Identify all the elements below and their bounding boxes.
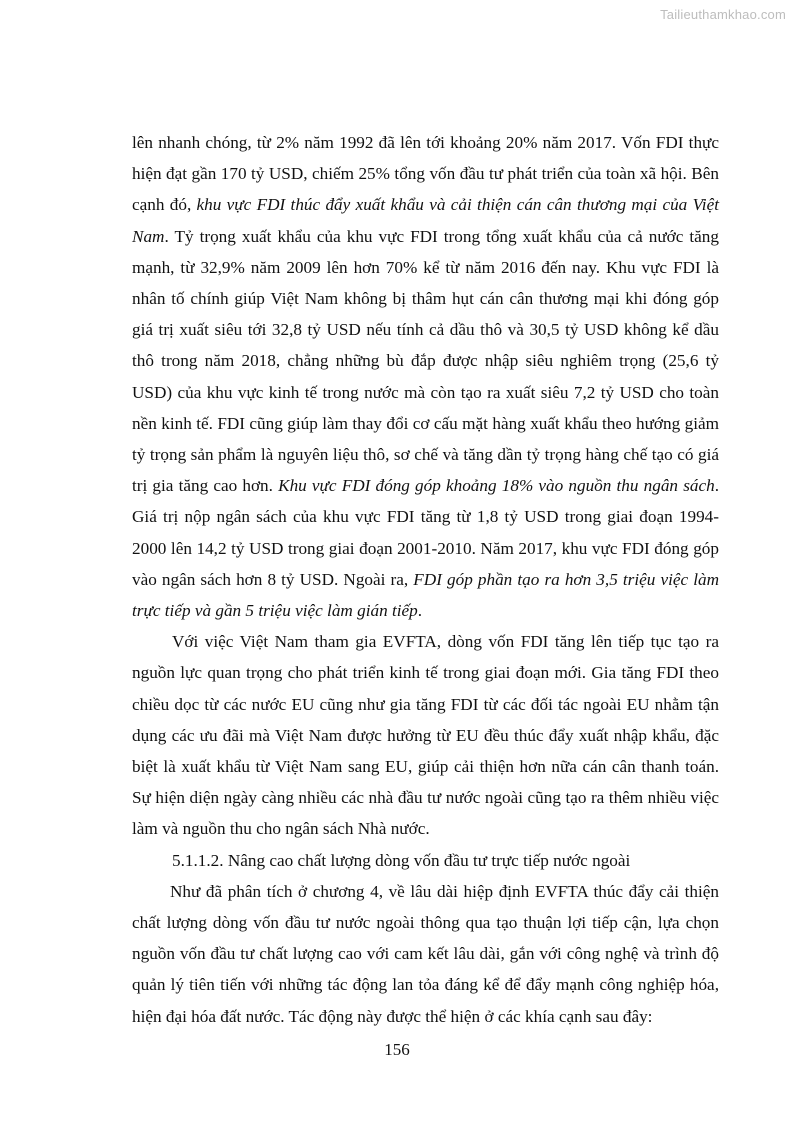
text-segment: . Tỷ trọng xuất khẩu của khu vực FDI trong tổng xuất khẩu của cả nước tăng mạnh, từ 32,9% năm 2009 lên hơn 70% kể từ năm 2016 đến nay. Khu vực FDI là nhân tố chính giúp Việt Nam không bị thâm hụt cán cân thương mại khi đóng góp giá trị xuất siêu tới 32,8 tỷ USD nếu tính cả dầu thô và 30,5 tỷ USD không kể dầu thô trong năm 2018, chẳng những bù đắp được nhập siêu nghiêm trọng (25,6 tỷ USD) của khu vực kinh tế trong nước mà còn tạo ra xuất siêu 7,2 tỷ USD cho toàn nền kinh tế. FDI cũng giúp làm thay đổi cơ cấu mặt hàng xuất khẩu theo hướng giảm tỷ trọng sản phẩm là nguyên liệu thô, sơ chế và tăng dần tỷ trọng hàng chế tạo có giá trị gia tăng cao hơn. [132,226,719,496]
text-segment: lên nhanh chóng, từ 2% năm 1992 đã lên tới khoảng 20% năm 2017. Vốn FDI thực hiện đạt gần 170 tỷ USD, chiếm 25% tổng vốn đầu tư phát triển của toàn xã hội. Bên cạnh đó, [132,133,719,215]
paragraph-fdi-contributions [132,127,719,626]
text-segment: . Giá trị nộp ngân sách của khu vực FDI tăng từ 1,8 tỷ USD trong giai đoạn 1994-2000 lên 14,2 tỷ USD trong giai đoạn 2001-2010. Năm 2017, khu vực FDI đóng góp vào ngân sách hơn 8 tỷ USD. Ngoài ra, [132,476,719,589]
paragraph-evfta-fdi [132,626,719,844]
text-segment: . [417,601,423,621]
document-body [132,127,719,1032]
watermark: Tailieuthamkhao.com [660,7,786,22]
page-number: 156 [384,1040,410,1059]
section-heading: 5.1.1.2. Nâng cao chất lượng dòng vốn đầu tư trực tiếp nước ngoài [172,850,631,870]
paragraph-fdi-quality: Như đã phân tích ở chương 4, về lâu dài hiệp định EVFTA thúc đẩy cải thiện chất lượng dòng vốn đầu tư nước ngoài thông qua tạo thuận lợi tiếp cận, lựa chọn nguồn vốn đầu tư chất lượng cao với cam kết lâu dài, gắn với công nghệ và trình độ quản lý tiên tiến với những tác động lan tỏa đáng kể để đẩy mạnh công nghiệp hóa, hiện đại hóa đất nước. Tác động này được thể hiện ở các khía cạnh sau đây: [132,881,719,1026]
italic-text-segment: khu vực FDI thúc đẩy xuất khẩu và cải thiện cán cân thương mại của Việt Nam [132,195,719,246]
text-segment: Với việc Việt Nam tham gia EVFTA, dòng vốn FDI tăng lên tiếp tục tạo ra nguồn lực quan trọng cho phát triển kinh tế trong giai đoạn mới. Gia tăng FDI theo chiều dọc từ các nước EU cũng như gia tăng FDI từ các đối tác ngoài EU nhằm tận dụng các ưu đãi mà Việt Nam được hưởng từ EU đều thúc đẩy xuất nhập khẩu, đặc biệt là xuất khẩu từ Việt Nam sang EU, giúp cải thiện hơn nữa cán cân thanh toán. Sự hiện diện ngày càng nhiều các nhà đầu tư nước ngoài cũng tạo ra thêm nhiều việc làm và nguồn thu cho ngân sách Nhà nước. [132,632,719,839]
italic-text-segment: Khu vực FDI đóng góp khoảng 18% vào nguồn thu ngân sách [278,476,715,496]
italic-text-segment: FDI góp phần tạo ra hơn 3,5 triệu việc làm trực tiếp và gần 5 triệu việc làm gián tiếp [132,569,719,621]
